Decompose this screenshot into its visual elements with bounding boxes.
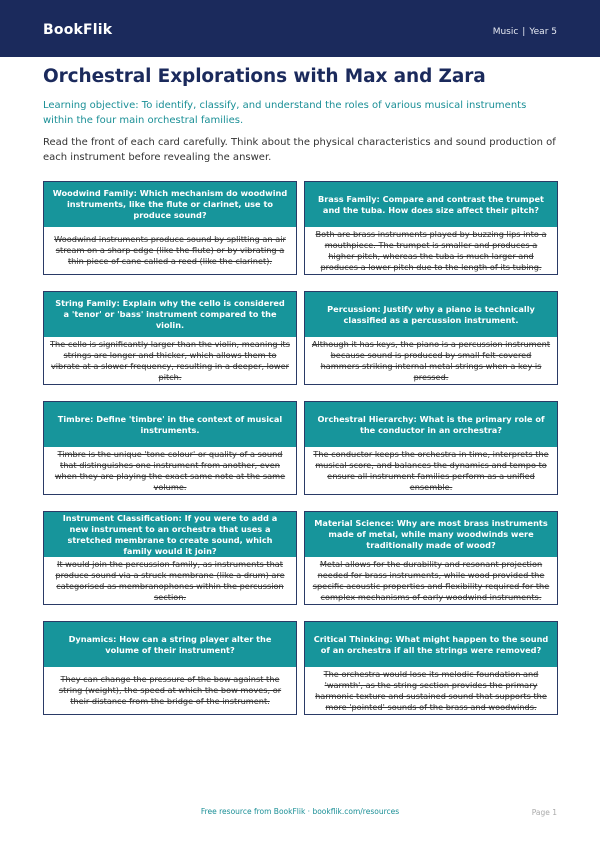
card-question: Timbre: Define 'timbre' in the context of musical instruments. bbox=[44, 402, 296, 447]
flashcard-grid bbox=[43, 181, 558, 715]
card-question: String Family: Explain why the cello is considered a 'tenor' or 'bass' instrument compared to the violin. bbox=[44, 292, 296, 337]
card-answer-text: The cello is significantly larger than the violin, meaning its strings are longer and thicker, which allows them to vibrate at a slower frequency, resulting in a deeper, lower pitch. bbox=[50, 338, 290, 382]
card-question: Percussion: Justify why a piano is technically classified as a percussion instrument. bbox=[305, 292, 557, 337]
card-answer bbox=[305, 447, 557, 494]
card-answer bbox=[305, 337, 557, 384]
card-question: Instrument Classification: If you were to add a new instrument to an orchestra that uses a stretched membrane to create sound, which family would it join? bbox=[44, 512, 296, 557]
card-question: Brass Family: Compare and contrast the trumpet and the tuba. How does size affect their pitch? bbox=[305, 182, 557, 227]
card-answer bbox=[44, 667, 296, 714]
card-question: Material Science: Why are most brass instruments made of metal, while many woodwinds were traditionally made of wood? bbox=[305, 512, 557, 557]
flashcard[interactable] bbox=[304, 511, 558, 605]
card-answer-text: Timbre is the unique 'tone colour' or quality of a sound that distinguishes one instrument from another, even when they are playing the exact same note at the same volume. bbox=[54, 448, 286, 492]
card-answer-text: The conductor keeps the orchestra in time, interprets the musical score, and balances the dynamics and tempo to ensure all instrument families perform as a unified ensemble. bbox=[313, 448, 549, 492]
card-answer bbox=[44, 447, 296, 494]
flashcard[interactable] bbox=[304, 291, 558, 385]
subject-year-label bbox=[493, 27, 557, 37]
year-label: Year 5 bbox=[529, 27, 557, 37]
card-answer bbox=[44, 227, 296, 274]
card-answer bbox=[305, 667, 557, 714]
card-question: Critical Thinking: What might happen to the sound of an orchestra if all the strings were removed? bbox=[305, 622, 557, 667]
page-title: Orchestral Explorations with Max and Zara bbox=[43, 66, 486, 87]
card-answer bbox=[44, 337, 296, 384]
instructions: Read the front of each card carefully. Think about the physical characteristics and sound production of each instrument before revealing the answer. bbox=[43, 137, 556, 163]
flashcard[interactable] bbox=[43, 291, 297, 385]
page-number: Page 1 bbox=[531, 808, 557, 817]
subject-label: Music bbox=[492, 27, 519, 37]
flashcard[interactable] bbox=[43, 181, 297, 275]
card-question: Dynamics: How can a string player alter the volume of their instrument? bbox=[44, 622, 296, 667]
learning-objective: Learning objective: To identify, classify, and understand the roles of various musical instruments within the four main orchestral families. bbox=[43, 100, 527, 126]
flashcard[interactable] bbox=[304, 401, 558, 495]
flashcard[interactable] bbox=[304, 181, 558, 275]
footer-link[interactable]: Free resource from BookFlik · bookflik.com/resources bbox=[200, 807, 400, 816]
meta-separator: | bbox=[522, 27, 526, 37]
top-bar bbox=[0, 0, 600, 57]
card-answer-text: They can change the pressure of the bow against the string (weight), the speed at which the bow moves, or their distance from the bridge of the instrument. bbox=[58, 674, 282, 706]
card-answer-text: Although it has keys, the piano is a percussion instrument because sound is produced by small felt-covered hammers striking internal metal strings when a key is pressed. bbox=[311, 338, 551, 382]
flashcard[interactable] bbox=[43, 621, 297, 715]
card-answer bbox=[305, 227, 557, 274]
card-question: Orchestral Hierarchy: What is the primary role of the conductor in an orchestra? bbox=[305, 402, 557, 447]
flashcard[interactable] bbox=[43, 511, 297, 605]
flashcard[interactable] bbox=[43, 401, 297, 495]
card-answer-text: Both are brass instruments played by buzzing lips into a mouthpiece. The trumpet is smaller and produces a higher pitch, whereas the tuba is much larger and produces a lower pitch due to the length of its tubing. bbox=[315, 228, 547, 272]
brand-logo[interactable]: BookFlik bbox=[43, 22, 113, 38]
card-question: Woodwind Family: Which mechanism do woodwind instruments, like the flute or clarinet, use to produce sound? bbox=[44, 182, 296, 227]
card-answer-text: The orchestra would lose its melodic foundation and 'warmth', as the string section provides the primary harmonic texture and sustained sound that supports the more 'pointed' sounds of the brass and woodwinds. bbox=[315, 668, 547, 712]
card-answer bbox=[305, 557, 557, 604]
flashcard[interactable] bbox=[304, 621, 558, 715]
card-answer bbox=[44, 557, 296, 604]
card-answer-text: It would join the percussion family, as instruments that produce sound via a struck membrane (like a drum) are categorised as membranophones within the percussion section. bbox=[55, 558, 285, 602]
card-answer-text: Metal allows for the durability and resonant projection needed for brass instruments, while wood provided the specific acoustic properties and flexibility required for the complex mechanisms of early woodwind instruments. bbox=[312, 558, 550, 602]
card-answer-text: Woodwind instruments produce sound by splitting an air stream on a sharp edge (like the flute) or by vibrating a thin piece of cane called a reed (like the clarinet). bbox=[54, 234, 286, 266]
